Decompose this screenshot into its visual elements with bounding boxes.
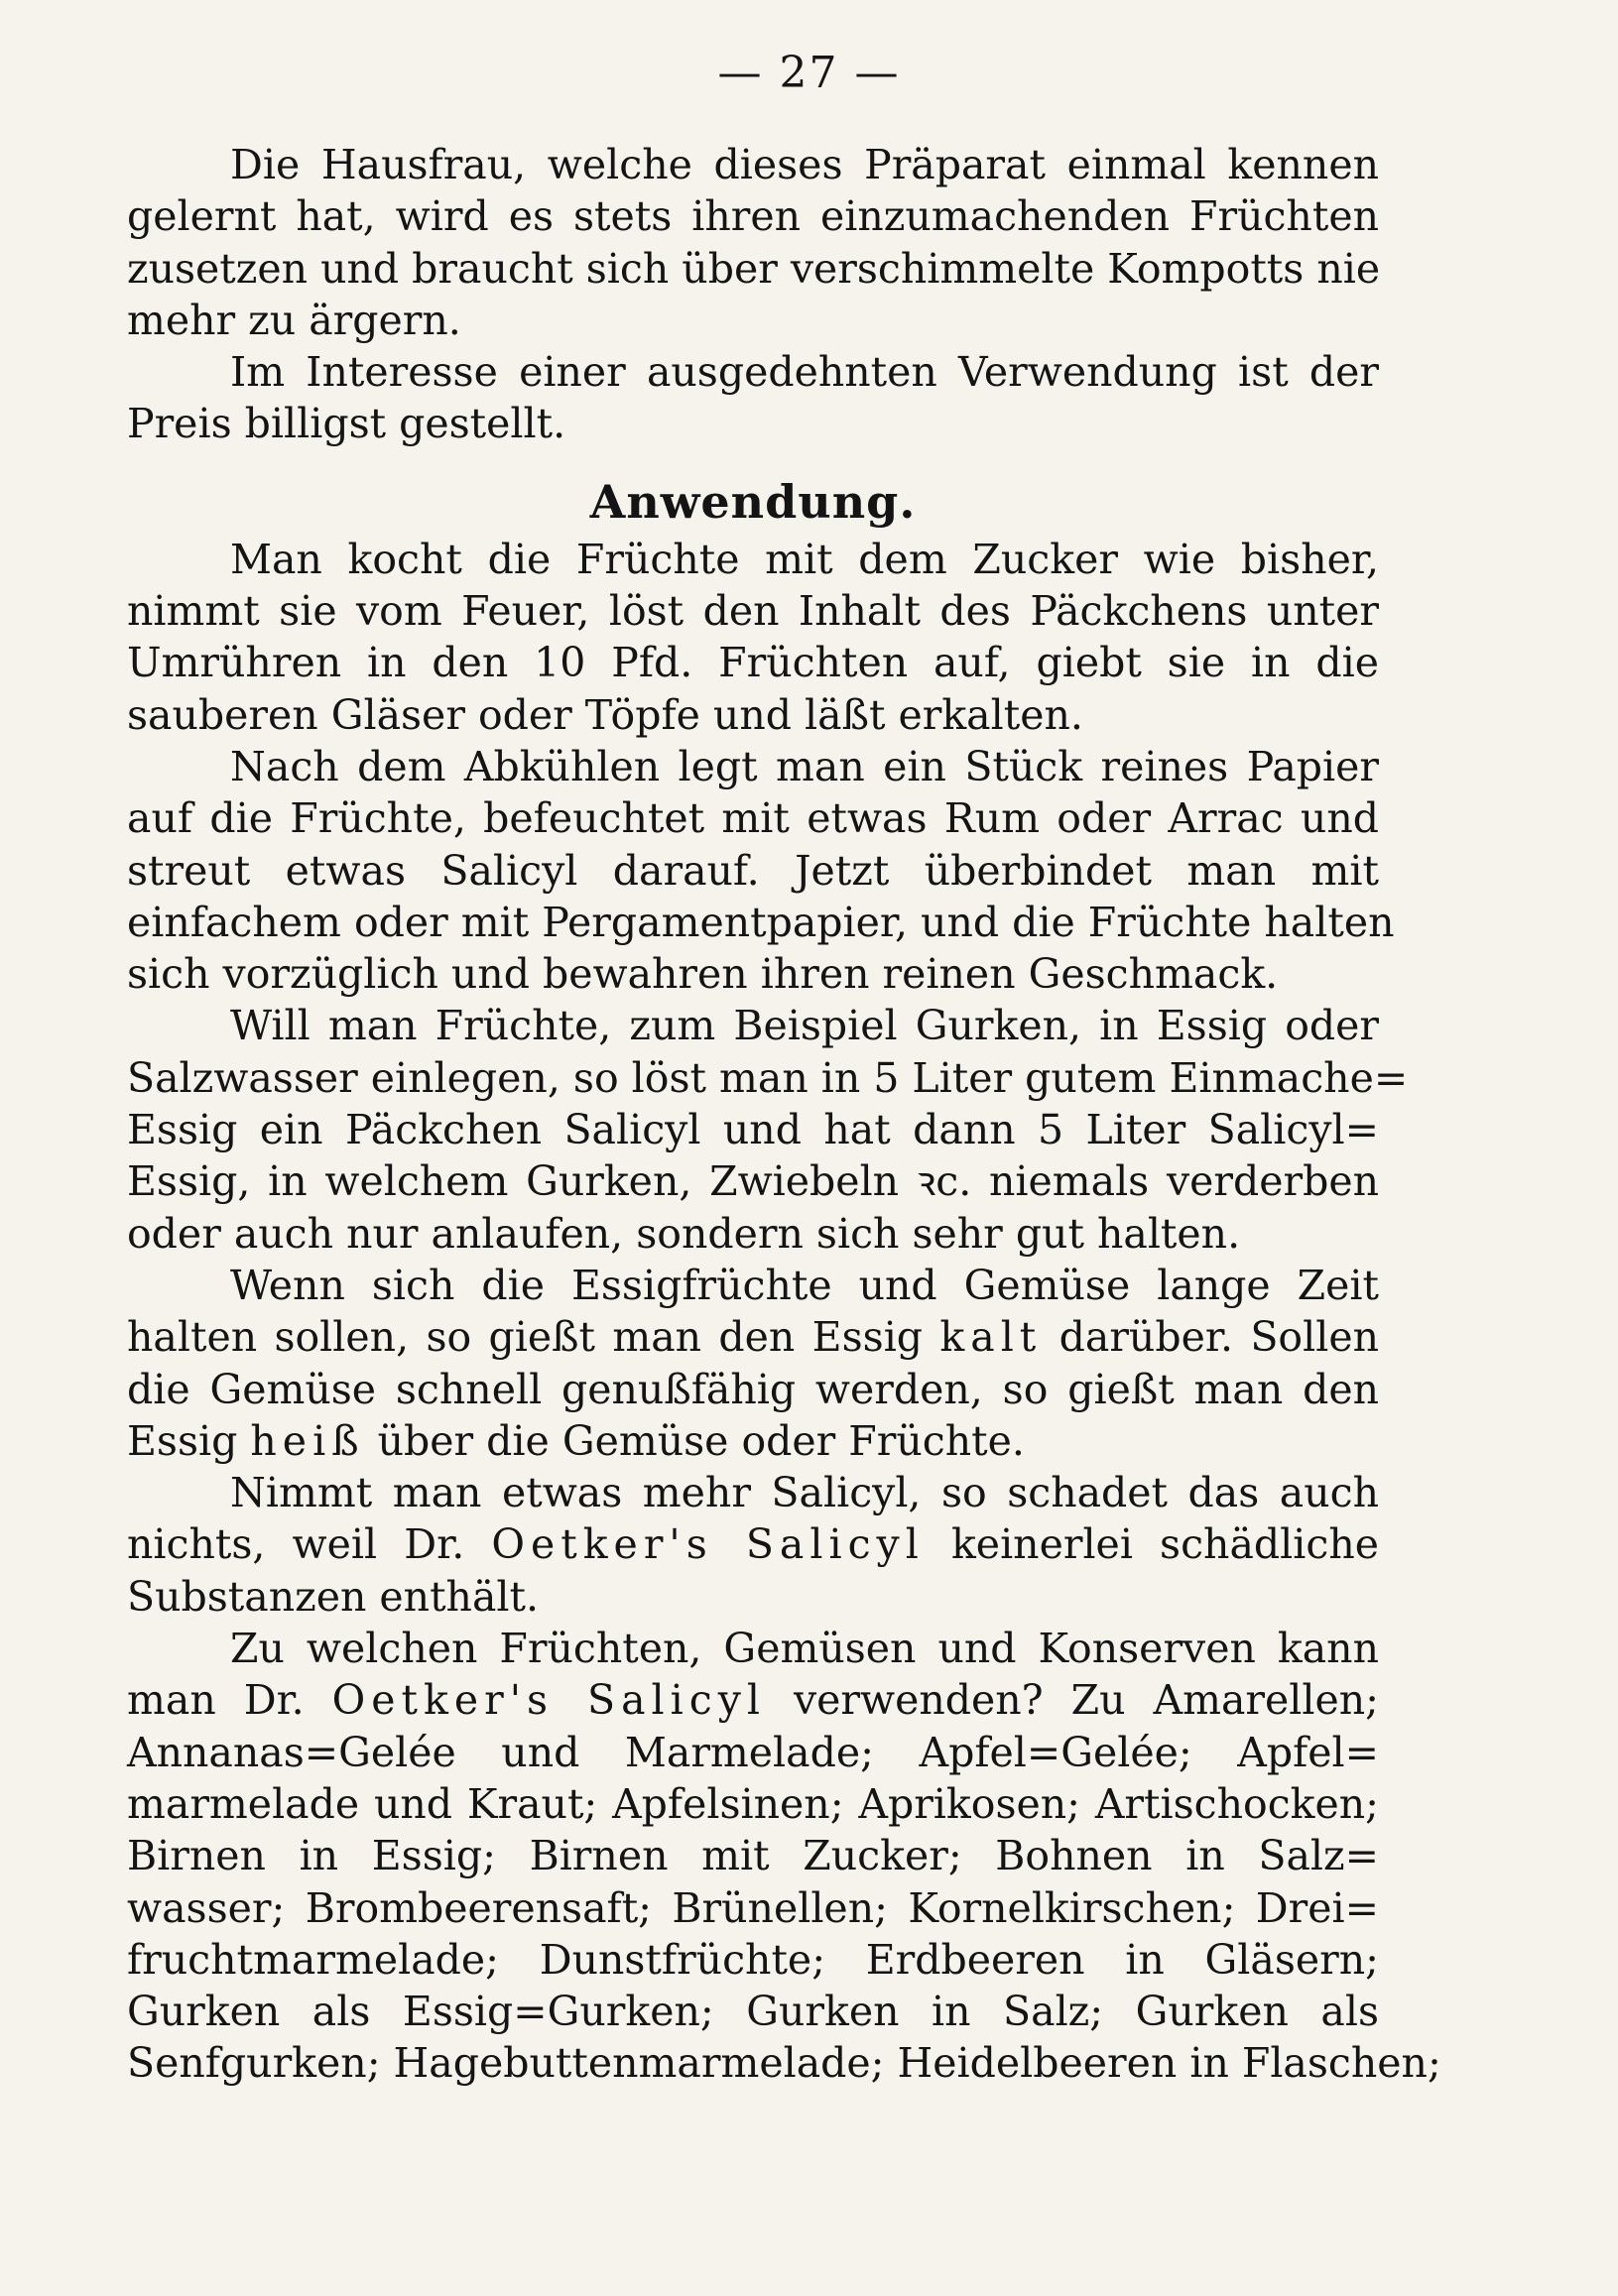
text-line: Zu welchen Früchten, Gemüsen und Konserven kann xyxy=(230,1625,1379,1673)
paragraph-5 xyxy=(127,1467,1379,1623)
text-line: Wenn sich die Essigfrüchte und Gemüse lange Zeit xyxy=(230,1261,1379,1309)
text-line: einfachem oder mit Pergamentpapier, und die Früchte halten xyxy=(127,898,1395,946)
emphasis-text: Oetker's Salicyl xyxy=(331,1676,767,1725)
paragraph-6 xyxy=(127,1623,1441,2090)
text-line xyxy=(127,1311,1379,1363)
text-segment: halten sollen, so gießt man den Essig xyxy=(127,1313,940,1362)
text-line: marmelade und Kraut; Apfelsinen; Aprikosen; Artischocken; xyxy=(127,1779,1379,1828)
text-line: gelernt hat, wird es stets ihren einzumachenden Früchten xyxy=(127,192,1379,241)
text-line: Annanas=Gelée und Marmelade; Apfel=Gelée; Apfel= xyxy=(127,1728,1379,1776)
text-segment: über die Gemüse oder Früchte. xyxy=(364,1416,1025,1465)
text-line: oder auch nur anlaufen, sondern sich sehr gut halten. xyxy=(127,1209,1241,1258)
page-body xyxy=(127,139,1441,2090)
intro-paragraph-1 xyxy=(127,139,1379,346)
intro-paragraph-2 xyxy=(127,346,1379,450)
text-line: Birnen in Essig; Birnen mit Zucker; Bohnen in Salz= xyxy=(127,1832,1379,1880)
text-line: Substanzen enthält. xyxy=(127,1572,540,1621)
text-line: Umrühren in den 10 Pfd. Früchten auf, giebt sie in die xyxy=(127,639,1379,687)
text-line: Essig ein Päckchen Salicyl und hat dann 5 Liter Salicyl= xyxy=(127,1106,1379,1154)
text-line: streut etwas Salicyl darauf. Jetzt überbindet man mit xyxy=(127,846,1379,895)
paragraph-3 xyxy=(127,1000,1409,1259)
emphasis-text: heiß xyxy=(250,1416,365,1465)
text-line: wasser; Brombeerensaft; Brünellen; Kornelkirschen; Drei= xyxy=(127,1883,1379,1932)
text-line: Salzwasser einlegen, so löst man in 5 Liter gutem Einmache= xyxy=(127,1053,1409,1102)
text-line: sauberen Gläser oder Töpfe und läßt erkalten. xyxy=(127,690,1083,739)
text-line: mehr zu ärgern. xyxy=(127,296,461,344)
page-number: — 27 — xyxy=(717,48,901,98)
text-segment: nichts, weil Dr. xyxy=(127,1520,492,1569)
text-line xyxy=(127,1674,1379,1726)
text-line: Nach dem Abkühlen legt man ein Stück reines Papier xyxy=(230,742,1379,790)
text-line: Senfgurken; Hagebuttenmarmelade; Heidelbeeren in Flaschen; xyxy=(127,2039,1441,2088)
emphasis-text: kalt xyxy=(939,1313,1043,1362)
text-line: Nimmt man etwas mehr Salicyl, so schadet das auch xyxy=(230,1469,1379,1517)
section-heading: Anwendung. xyxy=(589,474,917,529)
text-line: sich vorzüglich und bewahren ihren reinen Geschmack. xyxy=(127,950,1279,999)
text-line: Im Interesse einer ausgedehnten Verwendung ist der xyxy=(230,348,1379,397)
paragraph-4 xyxy=(127,1260,1379,1467)
text-segment: keinerlei schädliche xyxy=(924,1520,1379,1569)
text-line: Essig, in welchem Gurken, Zwiebeln ꝛc. niemals verderben xyxy=(127,1157,1379,1206)
text-line: Man kocht die Früchte mit dem Zucker wie bisher, xyxy=(230,535,1379,583)
text-line: fruchtmarmelade; Dunstfrüchte; Erdbeeren in Gläsern; xyxy=(127,1935,1379,1984)
text-line xyxy=(127,1415,1379,1467)
text-line: Gurken als Essig=Gurken; Gurken in Salz; Gurken als xyxy=(127,1988,1379,2036)
text-line: die Gemüse schnell genußfähig werden, so gießt man den xyxy=(127,1365,1379,1413)
text-segment: verwenden? Zu Amarellen; xyxy=(766,1676,1379,1725)
paragraph-1 xyxy=(127,534,1379,741)
text-line: Preis billigst gestellt. xyxy=(127,400,566,448)
paragraph-2 xyxy=(127,741,1395,1000)
text-line: zusetzen und braucht sich über verschimmelte Kompotts nie xyxy=(127,244,1381,293)
text-line: Die Hausfrau, welche dieses Präparat einmal kennen xyxy=(230,141,1379,188)
text-segment: Essig xyxy=(127,1416,251,1465)
text-segment: man Dr. xyxy=(127,1676,332,1725)
text-segment: darüber. Sollen xyxy=(1042,1313,1379,1362)
text-line xyxy=(127,1518,1379,1570)
text-line: auf die Früchte, befeuchtet mit etwas Rum oder Arrac und xyxy=(127,794,1379,843)
text-line: Will man Früchte, zum Beispiel Gurken, in Essig oder xyxy=(230,1002,1379,1050)
emphasis-text: Oetker's Salicyl xyxy=(491,1520,925,1569)
text-line: nimmt sie vom Feuer, löst den Inhalt des Päckchens unter xyxy=(127,587,1379,636)
